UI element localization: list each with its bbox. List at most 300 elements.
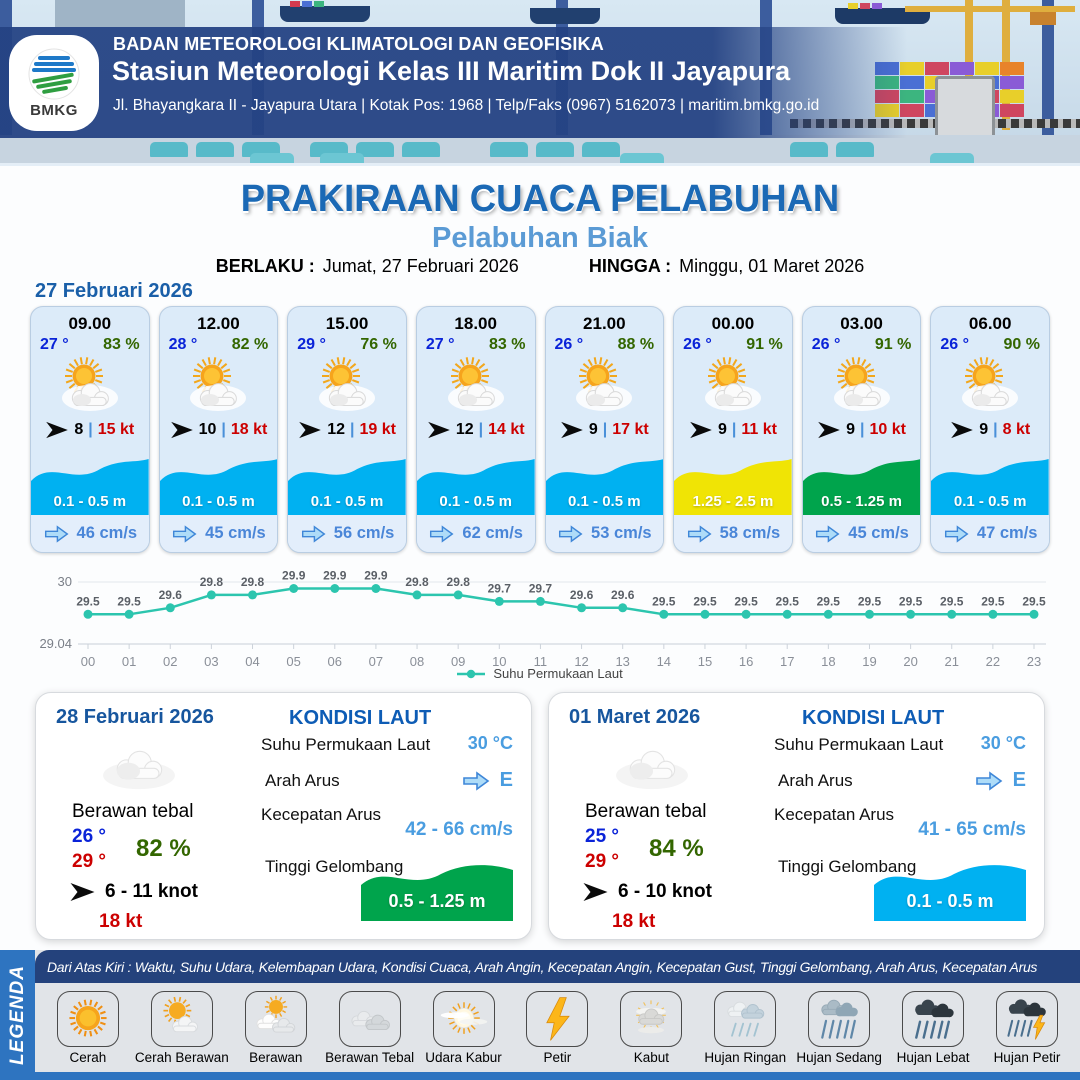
legend-description-bar — [35, 950, 1080, 983]
temp-max: 29 ° — [585, 851, 620, 872]
wave-height-band — [674, 451, 792, 515]
validity-to — [589, 256, 864, 277]
sst-chart — [30, 556, 1050, 674]
legend-item-label: Kabut — [633, 1049, 669, 1065]
forecast-card — [287, 306, 407, 553]
svg-text:02: 02 — [163, 654, 178, 669]
sst-line-chart — [30, 556, 1050, 674]
legend-item-label: Cerah Berawan — [134, 1049, 229, 1065]
wind-speed: 12 — [327, 421, 345, 438]
current-direction-icon — [428, 524, 455, 544]
summary-wind-row — [582, 881, 712, 903]
container — [314, 1, 324, 7]
chair — [196, 142, 234, 157]
summary-date: 01 Maret 2026 — [569, 706, 701, 728]
legend-item — [888, 991, 978, 1065]
svg-text:29.5: 29.5 — [652, 594, 676, 609]
wind-speed: 10 — [198, 421, 217, 438]
hujan-petir-icon — [999, 993, 1055, 1045]
current-direction-icon — [814, 524, 841, 544]
summary-gust: 18 kt — [99, 911, 143, 932]
legend-item-label: Berawan Tebal — [325, 1049, 415, 1065]
current-direction-icon — [461, 770, 491, 792]
wind-gust-separator: | — [602, 421, 608, 438]
svg-text:29.5: 29.5 — [1022, 594, 1046, 609]
legend-item — [231, 991, 321, 1065]
container — [872, 3, 882, 9]
current-speed: 62 cm/s — [462, 524, 523, 542]
wave-height: 0.1 - 0.5 m — [182, 493, 255, 510]
temp-humidity-row — [674, 334, 792, 354]
current-speed: 53 cm/s — [591, 524, 652, 542]
kabut-icon — [623, 993, 679, 1045]
chair — [402, 142, 440, 157]
wind-gust-separator: | — [993, 421, 998, 438]
station-name: Stasiun Meteorologi Kelas III Maritim Dok II Jayapura — [112, 56, 791, 86]
berawan-tebal-icon — [342, 993, 398, 1045]
svg-text:29.9: 29.9 — [323, 568, 347, 583]
legend-item-label: Hujan Sedang — [796, 1049, 882, 1065]
humidity: 83 % — [103, 336, 140, 353]
legend-icon-box — [151, 991, 213, 1047]
svg-text:04: 04 — [245, 654, 260, 669]
current-direction-label: Arah Arus — [778, 771, 853, 790]
summary-gust: 18 kt — [612, 911, 656, 932]
wave-height-band — [546, 451, 664, 515]
svg-text:18: 18 — [821, 654, 836, 669]
current-row — [803, 515, 921, 552]
forecast-cards-row — [30, 306, 1050, 553]
page-title: PRAKIRAAN CUACA PELABUHAN — [240, 178, 840, 220]
humidity: 88 % — [617, 336, 655, 353]
cerah-icon — [60, 993, 116, 1045]
svg-text:29.5: 29.5 — [898, 594, 923, 609]
forecast-card — [416, 306, 536, 553]
svg-text:22: 22 — [985, 654, 1001, 669]
svg-text:29.5: 29.5 — [816, 594, 840, 609]
forecast-time: 18.00 — [454, 314, 497, 333]
temp-humidity-row — [417, 334, 535, 354]
cerah-berawan-lg-icon — [691, 356, 775, 418]
current-direction-icon — [686, 524, 713, 544]
svg-text:29.9: 29.9 — [364, 568, 388, 583]
svg-text:29.5: 29.5 — [693, 594, 717, 609]
cerah-berawan-lg-icon — [434, 356, 518, 418]
sst-label: Suhu Permukaan Laut — [261, 735, 431, 754]
temp-max: 29 ° — [72, 851, 107, 872]
wave-height-badge — [361, 855, 513, 921]
forecast-date-label: 27 Februari 2026 — [35, 280, 193, 302]
legend-item — [982, 991, 1072, 1065]
air-temperature: 26 ° — [554, 336, 584, 353]
svg-text:08: 08 — [409, 654, 425, 669]
legend-item — [512, 991, 602, 1065]
wave-height: 0.1 - 0.5 m — [568, 493, 641, 510]
forecast-card — [159, 306, 279, 553]
humidity: 90 % — [1003, 336, 1040, 353]
chair — [930, 153, 974, 163]
cerah-berawan-lg-icon — [305, 356, 389, 418]
current-speed: 58 cm/s — [719, 524, 781, 542]
cerah-berawan-lg-icon — [820, 356, 904, 418]
current-row — [417, 515, 535, 552]
summary-condition-icon — [84, 731, 194, 810]
sst-value: 30 °C — [467, 733, 513, 753]
wind-row — [931, 421, 1049, 439]
air-temperature: 29 ° — [297, 336, 326, 353]
legend-item-label: Hujan Lebat — [896, 1049, 970, 1065]
current-row — [31, 515, 149, 552]
hingga-value: Minggu, 01 Maret 2026 — [679, 256, 865, 276]
wave-height-band — [931, 451, 1049, 515]
container — [302, 1, 312, 7]
wind-row — [674, 421, 792, 439]
svg-text:09: 09 — [450, 654, 466, 669]
current-direction-value — [461, 769, 513, 792]
svg-text:06: 06 — [327, 654, 343, 669]
current-row — [931, 515, 1049, 552]
sea-conditions-title: KONDISI LAUT — [289, 707, 432, 729]
summary-condition: Berawan tebal — [72, 801, 194, 822]
legend-item-label: Udara Kabur — [425, 1049, 502, 1065]
wind-row — [31, 421, 149, 439]
legend-icon-box — [245, 991, 307, 1047]
wind-speed: 8 — [74, 421, 84, 438]
svg-text:29.6: 29.6 — [569, 587, 594, 602]
wind-direction-icon — [817, 421, 841, 439]
humidity: 91 % — [874, 336, 912, 353]
current-direction-icon — [300, 524, 327, 544]
wind-direction-icon — [560, 421, 584, 439]
building — [55, 0, 185, 27]
wind-speed: 9 — [588, 421, 598, 438]
hujan-lebat-icon — [905, 993, 961, 1045]
legend-section — [0, 950, 1080, 1080]
wave-height: 0.5 - 1.25 m — [821, 493, 902, 510]
humidity: 82 % — [231, 336, 269, 353]
weather-condition-icon — [674, 356, 792, 418]
wave-height-band — [160, 451, 278, 515]
wind-gust-separator: | — [731, 421, 737, 438]
chair — [536, 142, 574, 157]
wind-speed: 12 — [455, 421, 474, 438]
legend-item — [606, 991, 696, 1065]
current-direction-icon — [943, 524, 970, 544]
validity-row — [0, 256, 1080, 277]
svg-text:16: 16 — [738, 654, 754, 669]
sst-label: Suhu Permukaan Laut — [774, 735, 944, 754]
air-temperature: 27 ° — [425, 336, 455, 353]
forecast-time: 12.00 — [197, 314, 240, 333]
wave-height-value: 0.1 - 0.5 m — [906, 891, 994, 911]
temp-humidity-row — [288, 334, 406, 354]
wind-direction-icon — [582, 882, 609, 902]
wind-speed: 9 — [979, 421, 989, 438]
current-direction-value — [974, 769, 1026, 792]
weather-condition-icon — [803, 356, 921, 418]
chair — [582, 142, 620, 157]
wind-gust-separator: | — [478, 421, 484, 438]
wind-speed: 9 — [846, 421, 856, 438]
svg-text:21: 21 — [944, 654, 959, 669]
svg-text:29.7: 29.7 — [487, 581, 511, 596]
hingga-label: HINGGA : — [588, 256, 672, 276]
forecast-card — [673, 306, 793, 553]
wind-gust-separator: | — [88, 421, 93, 438]
cerah-berawan-lg-icon — [176, 356, 260, 418]
temp-humidity-row — [31, 334, 149, 354]
svg-text:01: 01 — [121, 654, 137, 669]
legend-item-label: Hujan Ringan — [704, 1049, 787, 1065]
daily-summaries — [35, 692, 1045, 940]
temp-min: 25 ° — [585, 826, 620, 847]
sea-conditions-title: KONDISI LAUT — [802, 707, 945, 729]
wave-height-label: Tinggi Gelombang — [265, 857, 404, 876]
forecast-card — [802, 306, 922, 553]
current-speed-value: 41 - 65 cm/s — [918, 819, 1026, 840]
chair — [490, 142, 528, 157]
sea-conditions — [774, 707, 1026, 927]
svg-text:17: 17 — [779, 654, 795, 669]
container — [860, 3, 870, 9]
current-row — [160, 515, 278, 552]
svg-text:20: 20 — [903, 654, 918, 669]
svg-text:29.04: 29.04 — [39, 636, 72, 651]
wave-height-value: 0.5 - 1.25 m — [388, 891, 486, 911]
current-speed-value: 42 - 66 cm/s — [405, 819, 513, 840]
validity-from — [216, 256, 519, 277]
legend-item-label: Petir — [543, 1049, 572, 1065]
svg-text:14: 14 — [656, 654, 672, 669]
svg-text:29.8: 29.8 — [240, 574, 265, 589]
svg-text:13: 13 — [615, 654, 630, 669]
wind-gust: 15 kt — [97, 421, 135, 438]
temp-humidity-row — [546, 334, 664, 354]
wind-direction-icon — [950, 421, 974, 439]
svg-text:29.6: 29.6 — [158, 587, 182, 602]
legend-item — [325, 991, 415, 1065]
wind-direction-icon — [45, 421, 69, 439]
sst-value: 30 °C — [980, 733, 1026, 753]
header — [0, 0, 1080, 166]
bmkg-logo-icon — [28, 48, 80, 100]
petir-icon — [529, 993, 585, 1045]
svg-text:29.5: 29.5 — [117, 594, 141, 609]
svg-text:12: 12 — [574, 654, 589, 669]
legend-icon-box — [339, 991, 401, 1047]
current-speed: 46 cm/s — [76, 524, 138, 542]
legend-icon-box — [433, 991, 495, 1047]
current-direction-icon — [43, 524, 70, 544]
current-row — [288, 515, 406, 552]
berawan-icon — [248, 993, 304, 1045]
wind-gust: 8 kt — [1002, 421, 1031, 438]
legend-item — [43, 991, 133, 1065]
legend-side-bar — [0, 950, 35, 1080]
cerah-berawan-icon — [154, 993, 210, 1045]
forecast-time: 09.00 — [68, 314, 112, 333]
wind-direction-icon — [689, 421, 713, 439]
legend-icon-box — [620, 991, 682, 1047]
bmkg-logo-label: BMKG — [30, 101, 78, 119]
svg-text:29.8: 29.8 — [446, 574, 470, 589]
svg-text:29.8: 29.8 — [405, 574, 429, 589]
wave-height: 1.25 - 2.5 m — [692, 493, 774, 510]
wind-speed: 9 — [717, 421, 727, 438]
wind-gust: 19 kt — [359, 421, 396, 438]
wind-direction-icon — [69, 882, 96, 902]
hujan-ringan-icon — [717, 993, 773, 1045]
legend-item-label: Berawan — [249, 1049, 303, 1065]
summary-condition: Berawan tebal — [585, 801, 707, 822]
current-row — [674, 515, 792, 552]
summary-wind-row — [69, 881, 198, 903]
berawan-tebal-lg-icon — [597, 731, 707, 805]
legend-item — [134, 991, 229, 1065]
chair — [320, 153, 364, 163]
air-temperature: 26 ° — [811, 336, 841, 353]
forecast-time: 00.00 — [711, 314, 755, 333]
svg-text:29.5: 29.5 — [940, 594, 964, 609]
legend-icon-box — [714, 991, 776, 1047]
cerah-berawan-lg-icon — [48, 356, 132, 418]
legend-item — [794, 991, 884, 1065]
daily-summary-card — [548, 692, 1045, 940]
chair — [250, 153, 294, 163]
temp-humidity-row — [803, 334, 921, 354]
current-direction-letter: E — [1012, 769, 1026, 791]
forecast-time: 21.00 — [583, 314, 626, 333]
svg-text:15: 15 — [697, 654, 713, 669]
legend-icon-box — [996, 991, 1058, 1047]
svg-text:11: 11 — [533, 654, 548, 669]
summary-date: 28 Februari 2026 — [56, 706, 214, 728]
svg-text:19: 19 — [862, 654, 877, 669]
wind-gust-separator: | — [860, 421, 865, 438]
udara-kabur-icon — [436, 993, 492, 1045]
humidity: 76 % — [360, 336, 397, 353]
crane-trolley — [1030, 12, 1056, 25]
svg-text:29.5: 29.5 — [981, 594, 1005, 609]
forecast-card — [545, 306, 665, 553]
svg-text:29.7: 29.7 — [528, 581, 553, 596]
temp-humidity-row — [160, 334, 278, 354]
org-name: BADAN METEOROLOGI KLIMATOLOGI DAN GEOFISIKA — [113, 34, 604, 54]
forecast-time: 15.00 — [325, 314, 369, 333]
wind-direction-icon — [170, 421, 194, 439]
chart-legend-label: Suhu Permukaan Laut — [493, 666, 623, 681]
current-row — [546, 515, 664, 552]
svg-text:10: 10 — [492, 654, 507, 669]
current-direction-letter: E — [499, 769, 513, 791]
summary-wind: 6 - 11 knot — [105, 881, 198, 902]
svg-text:00: 00 — [80, 654, 96, 669]
cerah-berawan-lg-icon — [562, 356, 646, 418]
svg-text:30: 30 — [57, 574, 72, 589]
current-direction-icon — [974, 770, 1004, 792]
berlaku-label: BERLAKU : — [215, 256, 315, 276]
forecast-time: 06.00 — [968, 314, 1012, 333]
hujan-sedang-icon — [811, 993, 867, 1045]
air-temperature: 28 ° — [168, 336, 198, 353]
berawan-tebal-lg-icon — [84, 731, 194, 805]
sea-conditions — [261, 707, 513, 927]
wave-height-label: Tinggi Gelombang — [778, 857, 917, 876]
legend-bottom-strip — [0, 1072, 1080, 1080]
svg-text:29.9: 29.9 — [282, 568, 306, 583]
container — [848, 3, 858, 9]
wave-height: 0.1 - 0.5 m — [310, 493, 384, 510]
legend-item-label: Hujan Petir — [993, 1049, 1061, 1065]
svg-text:07: 07 — [368, 654, 384, 669]
weather-condition-icon — [417, 356, 535, 418]
current-speed: 47 cm/s — [976, 524, 1038, 542]
summary-humidity: 82 % — [136, 835, 191, 862]
temp-min: 26 ° — [72, 826, 107, 847]
air-temperature: 27 ° — [40, 336, 69, 353]
forecast-card — [30, 306, 150, 553]
chair — [620, 153, 664, 163]
svg-text:03: 03 — [204, 654, 219, 669]
current-speed: 45 cm/s — [848, 524, 909, 542]
wave-height-band — [803, 451, 921, 515]
wave-height: 0.1 - 0.5 m — [53, 493, 127, 510]
header-band — [0, 27, 1080, 138]
chair — [790, 142, 828, 157]
temp-humidity-row — [931, 334, 1049, 354]
summary-wind: 6 - 10 knot — [618, 881, 712, 902]
wind-row — [417, 421, 535, 439]
wind-direction-icon — [298, 421, 322, 439]
forecast-card — [930, 306, 1050, 553]
wave-height: 0.1 - 0.5 m — [953, 493, 1027, 510]
wind-direction-icon — [427, 421, 451, 439]
legend-icon-box — [526, 991, 588, 1047]
summary-condition-icon — [597, 731, 707, 810]
chart-legend — [0, 666, 1080, 681]
weather-condition-icon — [31, 356, 149, 418]
wind-row — [288, 421, 406, 439]
container — [290, 1, 300, 7]
berlaku-value: Jumat, 27 Februari 2026 — [322, 256, 519, 276]
current-direction-icon — [557, 524, 584, 544]
wave-height-badge — [874, 855, 1026, 921]
bmkg-logo — [9, 35, 99, 131]
current-speed: 56 cm/s — [333, 524, 395, 542]
legend-item — [419, 991, 509, 1065]
svg-text:29.8: 29.8 — [199, 574, 224, 589]
wind-gust-separator: | — [221, 421, 226, 438]
legend-description: Dari Atas Kiri : Waktu, Suhu Udara, Kelembapan Udara, Kondisi Cuaca, Arah Angin, Kecepatan Angin, Kecepatan Gust, Tinggi Gelombang, Arah Arus, Kecepatan Arus — [47, 958, 1038, 975]
daily-summary-card — [35, 692, 532, 940]
summary-humidity: 84 % — [649, 835, 704, 862]
legend-icon-box — [902, 991, 964, 1047]
svg-text:29.5: 29.5 — [734, 594, 758, 609]
current-direction-icon — [171, 524, 198, 544]
weather-condition-icon — [160, 356, 278, 418]
wave-height-band — [31, 451, 149, 515]
weather-condition-icon — [931, 356, 1049, 418]
station-address: Jl. Bhayangkara II - Jayapura Utara | Kotak Pos: 1968 | Telp/Faks (0967) 5162073 | maritim.bmkg.go.id — [113, 97, 820, 114]
port-subtitle: Pelabuhan Biak — [432, 222, 648, 254]
current-speed-label: Kecepatan Arus — [261, 805, 382, 824]
svg-text:29.5: 29.5 — [775, 594, 799, 609]
chart-legend-swatch — [457, 669, 485, 679]
wind-gust: 11 kt — [741, 421, 777, 438]
wave-height-band — [417, 451, 535, 515]
chair — [150, 142, 188, 157]
legend-title: LEGENDA — [6, 965, 28, 1065]
